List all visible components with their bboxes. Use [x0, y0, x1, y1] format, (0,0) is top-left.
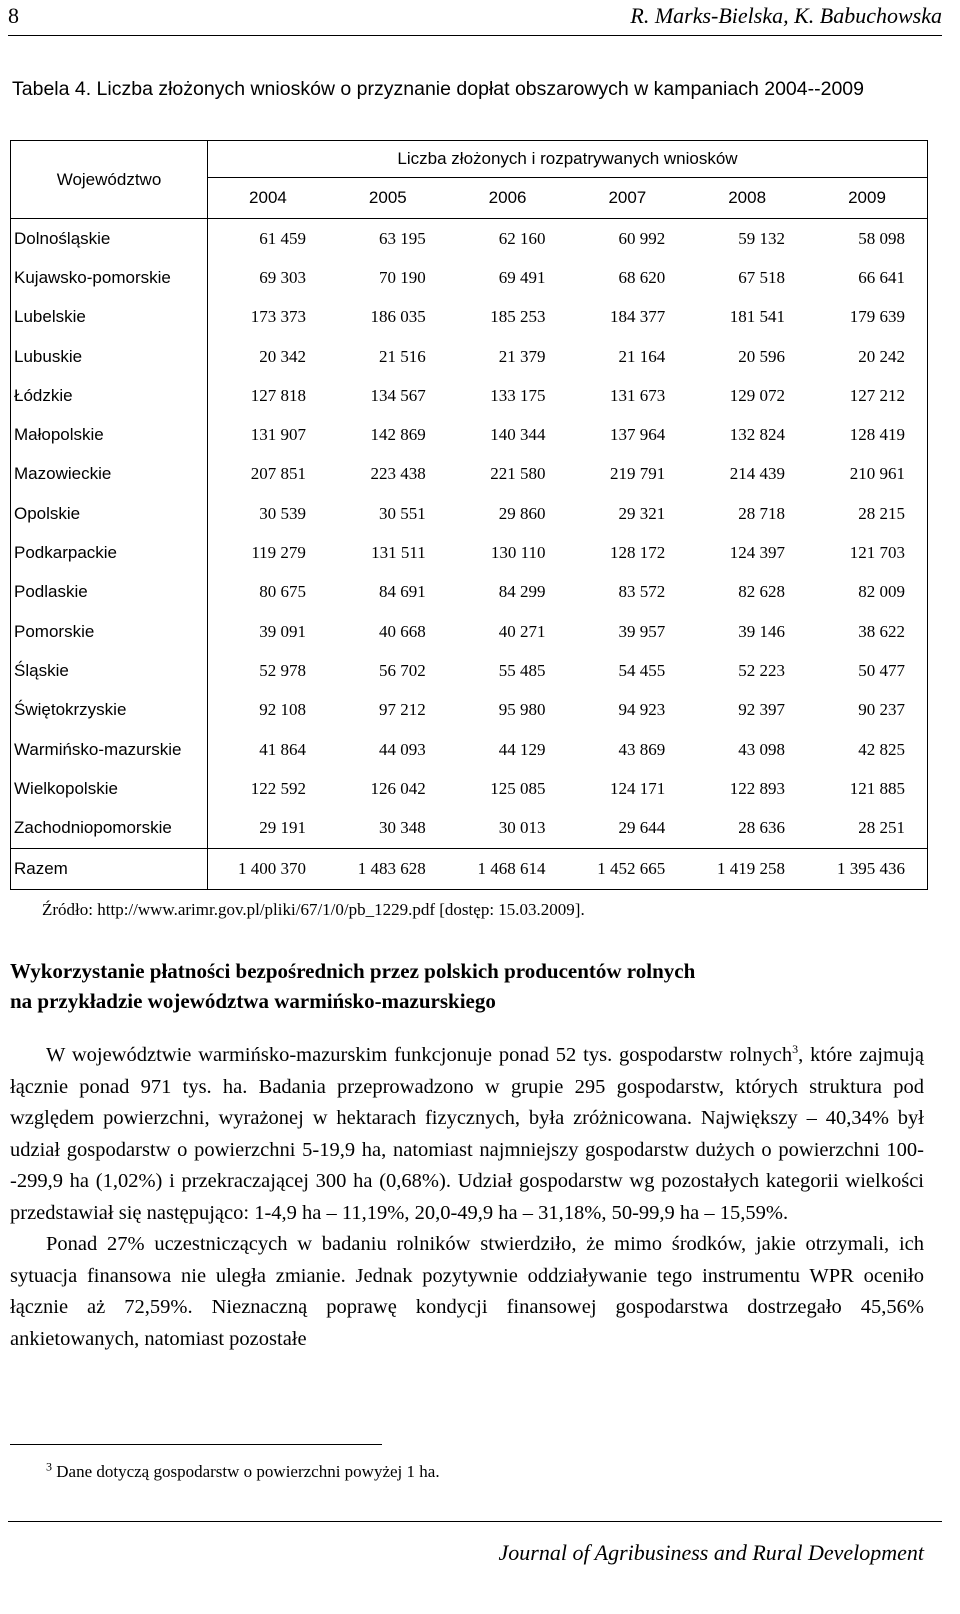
table-cell: 214 439	[729, 464, 785, 484]
table-row	[11, 769, 928, 808]
table-cell: 122 893	[729, 778, 785, 798]
table-source: Źródło: http://www.arimr.gov.pl/pliki/67/1/0/pb_1229.pdf [dostęp: 15.03.2009].	[42, 900, 585, 919]
table-cell: 130 110	[490, 543, 546, 563]
region-name: Podlaskie	[11, 573, 208, 612]
total-cell: 1 452 665	[567, 848, 687, 889]
table-cell: 43 869	[618, 739, 666, 759]
footnote-divider	[10, 1444, 382, 1445]
table-cell: 30 013	[498, 818, 546, 838]
table-cell: 29 321	[618, 503, 666, 523]
region-name: Zachodniopomorskie	[11, 808, 208, 848]
table-cell: 30 539	[259, 503, 306, 523]
table-cell: 80 675	[259, 582, 306, 602]
table-cell: 56 702	[378, 660, 426, 680]
section-heading	[10, 956, 930, 1016]
table-cell: 83 572	[618, 582, 666, 602]
table-cell: 84 691	[378, 582, 426, 602]
data-table	[10, 140, 928, 890]
table-cell: 60 992	[618, 228, 666, 248]
table-cell: 129 072	[729, 385, 785, 405]
table-cell: 21 164	[618, 346, 666, 366]
region-name: Opolskie	[11, 494, 208, 533]
region-name: Świętokrzyskie	[11, 691, 208, 730]
table-cell: 29 191	[259, 818, 306, 838]
table-cell: 52 978	[259, 660, 306, 680]
table-cell: 20 342	[259, 346, 306, 366]
table-cell: 131 511	[371, 543, 426, 563]
table-row	[11, 298, 928, 337]
table-cell: 92 108	[259, 700, 306, 720]
table-cell: 30 551	[378, 503, 426, 523]
table-cell: 131 673	[609, 385, 666, 405]
table-cell: 20 596	[738, 346, 785, 366]
table-row	[11, 533, 928, 572]
running-title: R. Marks-Bielska, K. Babuchowska	[630, 3, 942, 28]
table-cell: 39 957	[618, 621, 666, 641]
table-cell: 69 491	[498, 267, 546, 287]
body-text	[10, 1040, 924, 1355]
total-cell: 1 400 370	[208, 848, 328, 889]
table-cell: 186 035	[370, 307, 426, 327]
table-cell: 121 703	[849, 543, 905, 563]
table-row	[11, 455, 928, 494]
table-cell: 121 885	[849, 778, 905, 798]
table-cell: 207 851	[250, 464, 306, 484]
table-cell: 40 668	[378, 621, 426, 641]
table-row	[11, 219, 928, 259]
table-cell: 128 172	[609, 543, 666, 563]
paragraph-1-start: W województwie warmińsko-mazurskim funkcjonuje ponad 52 tys. gospodarstw rolnych	[46, 1044, 793, 1066]
table-cell: 137 964	[609, 425, 666, 445]
total-cell: 1 395 436	[807, 848, 928, 889]
paragraph-1	[10, 1040, 924, 1229]
table-cell: 21 516	[378, 346, 426, 366]
table-cell: 131 907	[250, 425, 306, 445]
table-cell: 68 620	[618, 267, 666, 287]
table-cell: 90 237	[858, 700, 905, 720]
footnote-ref: 3	[792, 1042, 799, 1057]
table-cell: 50 477	[858, 660, 905, 680]
table-row	[11, 494, 928, 533]
region-name: Lubuskie	[11, 337, 208, 376]
page-header	[8, 2, 942, 36]
table-cell: 41 864	[259, 739, 306, 759]
table-cell: 223 438	[370, 464, 426, 484]
table-caption: Tabela 4. Liczba złożonych wniosków o przyznanie dopłat obszarowych w kampaniach 2004--2009	[12, 78, 864, 100]
table-cell: 128 419	[849, 425, 905, 445]
total-cell: 1 419 258	[687, 848, 807, 889]
table-cell: 28 636	[738, 818, 785, 838]
footnote-text: Dane dotyczą gospodarstw o powierzchni powyżej 1 ha.	[56, 1462, 440, 1481]
table-cell: 61 459	[259, 228, 306, 248]
region-name: Pomorskie	[11, 612, 208, 651]
year-header: 2008	[687, 178, 807, 219]
table-cell: 219 791	[609, 464, 666, 484]
table-cell: 119 279	[251, 543, 306, 563]
table-cell: 29 644	[618, 818, 666, 838]
region-name: Śląskie	[11, 651, 208, 690]
table-cell: 28 215	[858, 503, 905, 523]
table-cell: 44 129	[498, 739, 546, 759]
table-cell: 92 397	[738, 700, 785, 720]
table-row	[11, 651, 928, 690]
table-cell: 38 622	[858, 621, 905, 641]
table-row	[11, 337, 928, 376]
year-header: 2005	[328, 178, 448, 219]
section-heading-line-2: na przykładzie województwa warmińsko-mazurskiego	[10, 989, 496, 1013]
footnote	[46, 1459, 440, 1482]
table-cell: 28 251	[858, 818, 905, 838]
section-heading-line-1: Wykorzystanie płatności bezpośrednich przez polskich producentów rolnych	[10, 959, 696, 983]
table-cell: 62 160	[498, 228, 546, 248]
table-row	[11, 730, 928, 769]
table-cell: 127 212	[849, 385, 905, 405]
table-row	[11, 573, 928, 612]
table-cell: 40 271	[498, 621, 546, 641]
table-cell: 39 091	[259, 621, 306, 641]
table-cell: 58 098	[858, 228, 905, 248]
page-number: 8	[8, 3, 19, 28]
table-cell: 69 303	[259, 267, 306, 287]
table-row	[11, 415, 928, 454]
table-cell: 134 567	[370, 385, 426, 405]
table-cell: 54 455	[618, 660, 666, 680]
table-body	[11, 219, 928, 890]
table-cell: 67 518	[738, 267, 785, 287]
table-cell: 124 397	[729, 543, 785, 563]
table-row	[11, 612, 928, 651]
table-cell: 142 869	[370, 425, 426, 445]
table-cell: 184 377	[609, 307, 666, 327]
table-cell: 97 212	[378, 700, 426, 720]
table-cell: 127 818	[250, 385, 306, 405]
table-cell: 29 860	[498, 503, 546, 523]
table-cell: 55 485	[498, 660, 546, 680]
paragraph-2: Ponad 27% uczestniczących w badaniu rolników stwierdziło, że mimo środków, jakie otrzymali, ich sytuacja finansowa nie uległa zmianie. Jednak pozytywnie oddziaływanie tego instrumentu WPR oceniło łącznie aż 72,59%. Nieznaczną poprawę kondycji finansowej gospodarstwa dostrzegało 45,56% ankietowanych, natomiast pozostałe	[10, 1233, 924, 1350]
table-cell: 124 171	[609, 778, 666, 798]
table-cell: 43 098	[738, 739, 785, 759]
table-cell: 179 639	[849, 307, 905, 327]
table-row	[11, 376, 928, 415]
region-name: Małopolskie	[11, 415, 208, 454]
table-cell: 82 628	[738, 582, 785, 602]
region-name: Dolnośląskie	[11, 219, 208, 259]
total-row	[11, 848, 928, 889]
footnote-marker: 3	[46, 1459, 52, 1474]
region-name: Lubelskie	[11, 298, 208, 337]
table-cell: 94 923	[618, 700, 666, 720]
region-name: Łódzkie	[11, 376, 208, 415]
table-cell: 95 980	[498, 700, 546, 720]
region-name: Warmińsko-mazurskie	[11, 730, 208, 769]
table-row	[11, 258, 928, 297]
total-cell: 1 468 614	[448, 848, 568, 889]
table-cell: 126 042	[370, 778, 426, 798]
table-cell: 66 641	[858, 267, 905, 287]
table-row	[11, 808, 928, 848]
journal-name: Journal of Agribusiness and Rural Development	[498, 1540, 924, 1565]
table-cell: 28 718	[738, 503, 785, 523]
column-group-header: Liczba złożonych i rozpatrywanych wniosków	[208, 141, 928, 178]
total-label: Razem	[11, 848, 208, 889]
table-cell: 42 825	[858, 739, 905, 759]
table-cell: 140 344	[490, 425, 546, 445]
paragraph-1-rest: , które zajmują łącznie ponad 971 tys. ha. Badania przeprowadzono w grupie 295 gospodarstw, których struktura pod względem powierzchni, wyrażonej w hektarach fizycznych, była zróżnicowana. Największy – 40,34% był udział gospodarstw o powierzchni 5-19,9 ha, natomiast najmniejszy gospodarstw dużych o powierzchni 100--299,9 ha (1,02%) i przekraczającej 300 ha (0,68%). Udział gospodarstw wg pozostałych kategorii wielkości przedstawiał się następująco: 1-4,9 ha – 11,19%, 20,0-49,9 ha – 31,18%, 50-99,9 ha – 15,59%.	[10, 1044, 924, 1224]
table-cell: 39 146	[738, 621, 785, 641]
table-cell: 185 253	[490, 307, 546, 327]
table-cell: 44 093	[378, 739, 426, 759]
table-cell: 84 299	[498, 582, 546, 602]
total-cell: 1 483 628	[328, 848, 448, 889]
table-cell: 210 961	[849, 464, 905, 484]
table-cell: 63 195	[378, 228, 426, 248]
table-row	[11, 691, 928, 730]
table-cell: 221 580	[490, 464, 546, 484]
year-header: 2004	[208, 178, 328, 219]
table-cell: 21 379	[498, 346, 546, 366]
region-name: Mazowieckie	[11, 455, 208, 494]
table-cell: 133 175	[490, 385, 546, 405]
table-cell: 59 132	[738, 228, 785, 248]
table-cell: 173 373	[250, 307, 306, 327]
table-cell: 181 541	[729, 307, 785, 327]
table-cell: 82 009	[858, 582, 905, 602]
year-header: 2009	[807, 178, 928, 219]
column-header-region: Województwo	[11, 141, 208, 219]
region-name: Kujawsko-pomorskie	[11, 258, 208, 297]
region-name: Podkarpackie	[11, 533, 208, 572]
year-header: 2007	[567, 178, 687, 219]
table-cell: 30 348	[378, 818, 426, 838]
region-name: Wielkopolskie	[11, 769, 208, 808]
table-cell: 125 085	[490, 778, 546, 798]
footer-divider	[8, 1521, 942, 1522]
year-header: 2006	[448, 178, 568, 219]
table-cell: 70 190	[378, 267, 426, 287]
table-cell: 52 223	[738, 660, 785, 680]
table-cell: 20 242	[858, 346, 905, 366]
table-cell: 122 592	[250, 778, 306, 798]
table-cell: 132 824	[729, 425, 785, 445]
